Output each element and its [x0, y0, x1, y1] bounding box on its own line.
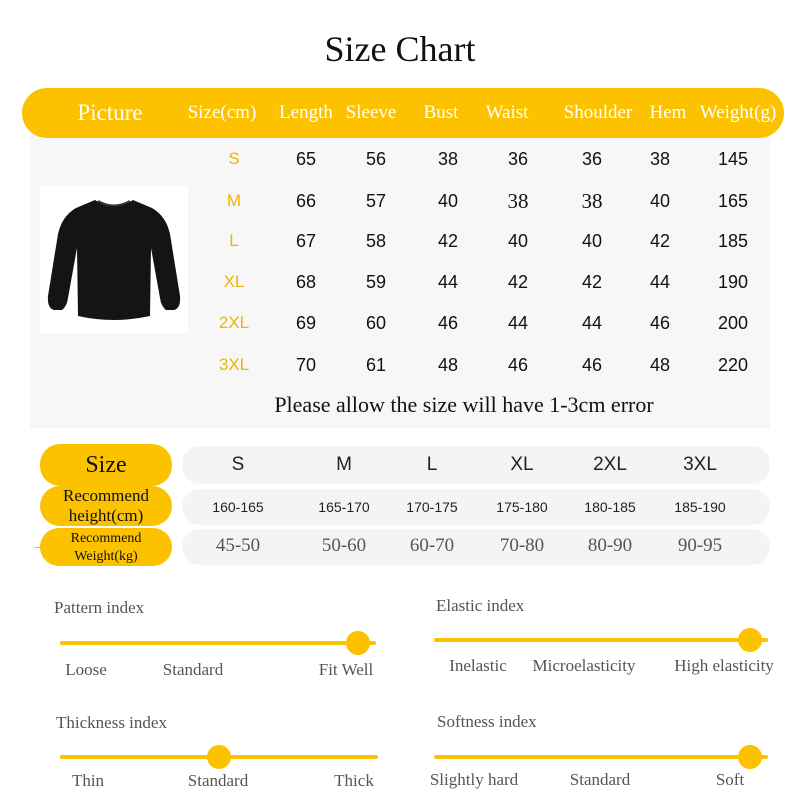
recommend-weight-label-line2: Weight(kg) — [74, 549, 138, 564]
cell-bust: 48 — [437, 355, 459, 375]
recommend-height: 160-165 — [212, 499, 264, 515]
recommend-height: 170-175 — [406, 499, 458, 515]
cell-shoulder: 36 — [581, 149, 603, 169]
header-sleeve: Sleeve — [345, 102, 397, 123]
cell-sleeve: 60 — [365, 313, 387, 333]
cell-waist: 44 — [507, 313, 529, 333]
table-row — [0, 267, 800, 297]
cell-sleeve: 58 — [365, 231, 387, 251]
page-title: Size Chart — [324, 29, 476, 69]
thickness-index-option: Thick — [334, 771, 374, 790]
cell-shoulder: 44 — [581, 313, 603, 333]
cell-weight: 190 — [717, 272, 749, 292]
softness-index-track — [434, 755, 768, 759]
elastic-index-track — [434, 638, 768, 642]
pattern-index-option: Loose — [65, 660, 107, 679]
cell-length: 66 — [295, 191, 317, 211]
header-picture: Picture — [77, 100, 143, 125]
header-shoulder: Shoulder — [563, 102, 633, 123]
cell-hem: 38 — [649, 149, 671, 169]
recommend-height-label-line1: Recommend — [63, 486, 149, 505]
recommend-weight: 80-90 — [587, 535, 633, 556]
recommend-size: L — [426, 454, 438, 475]
recommend-weight: 70-80 — [499, 535, 545, 556]
cell-length: 68 — [295, 272, 317, 292]
cell-waist: 42 — [507, 272, 529, 292]
cell-sleeve: 56 — [365, 149, 387, 169]
size-error-note: Please allow the size will have 1-3cm error — [274, 392, 654, 417]
cell-size: L — [229, 231, 239, 250]
recommend-size: M — [336, 454, 352, 475]
softness-index-option: Standard — [569, 770, 631, 789]
table-row — [0, 226, 800, 256]
thickness-index-option: Thin — [71, 771, 105, 790]
recommend-weight: 50-60 — [321, 535, 367, 556]
header-hem: Hem — [649, 102, 687, 123]
recommend-weight: 90-95 — [677, 535, 723, 556]
size-table-header — [22, 88, 784, 138]
cell-size: M — [226, 191, 242, 210]
cell-waist: 36 — [507, 149, 529, 169]
elastic-index-option: Inelastic — [449, 656, 507, 675]
header-length: Length — [279, 102, 333, 123]
pattern-index-option: Fit Well — [318, 660, 374, 679]
softness-index-option: Soft — [715, 770, 745, 789]
cell-hem: 44 — [649, 272, 671, 292]
softness-index-title: Softness index — [437, 712, 537, 731]
thickness-index-title: Thickness index — [56, 713, 167, 732]
table-row — [0, 144, 800, 174]
cell-length: 65 — [295, 149, 317, 169]
cell-bust: 42 — [437, 231, 459, 251]
cell-size: 2XL — [218, 313, 250, 332]
cell-waist: 38 — [507, 189, 529, 213]
cell-sleeve: 59 — [365, 272, 387, 292]
elastic-index-knob — [738, 628, 762, 652]
cell-hem: 48 — [649, 355, 671, 375]
cell-shoulder: 38 — [581, 189, 603, 213]
header-bust: Bust — [423, 102, 459, 123]
cell-size: XL — [223, 272, 245, 291]
cell-size: S — [228, 149, 240, 168]
recommend-weight: 45-50 — [215, 535, 261, 556]
cell-shoulder: 42 — [581, 272, 603, 292]
recommend-height: 175-180 — [496, 499, 548, 515]
header-weight: Weight(g) — [699, 102, 777, 123]
cell-weight: 185 — [717, 231, 749, 251]
thickness-index-knob — [207, 745, 231, 769]
pattern-index-knob — [346, 631, 370, 655]
recommend-height-label — [40, 486, 172, 526]
cell-sleeve: 57 — [365, 191, 387, 211]
elastic-index-option: Microelasticity — [532, 656, 636, 675]
table-row — [0, 350, 800, 380]
cell-length: 67 — [295, 231, 317, 251]
table-row — [0, 186, 800, 216]
pattern-index-track — [60, 641, 376, 645]
cell-length: 70 — [295, 355, 317, 375]
cell-shoulder: 40 — [581, 231, 603, 251]
softness-index-option: Slightly hard — [429, 770, 519, 789]
pattern-index-title: Pattern index — [54, 598, 145, 617]
recommend-height: 165-170 — [318, 499, 370, 515]
cell-weight: 200 — [717, 313, 749, 333]
cell-waist: 40 — [507, 231, 529, 251]
cell-hem: 42 — [649, 231, 671, 251]
softness-index-knob — [738, 745, 762, 769]
recommend-size: S — [231, 454, 245, 475]
header-size: Size(cm) — [187, 102, 257, 123]
cell-bust: 40 — [437, 191, 459, 211]
table-row — [0, 308, 800, 338]
thickness-index-option: Standard — [187, 771, 249, 790]
recommend-weight-label-line1: Recommend — [70, 531, 142, 546]
cell-weight: 220 — [717, 355, 749, 375]
recommend-size: XL — [510, 454, 534, 475]
pattern-index-option: Standard — [162, 660, 224, 679]
recommend-height-label-line2: height(cm) — [68, 506, 144, 525]
cell-bust: 44 — [437, 272, 459, 292]
cell-weight: 145 — [717, 149, 749, 169]
recommend-height: 180-185 — [584, 499, 636, 515]
cell-waist: 46 — [507, 355, 529, 375]
recommend-weight: 60-70 — [409, 535, 455, 556]
cell-hem: 40 — [649, 191, 671, 211]
recommend-size: 2XL — [593, 454, 627, 475]
header-waist: Waist — [485, 102, 529, 123]
cell-bust: 46 — [437, 313, 459, 333]
cell-shoulder: 46 — [581, 355, 603, 375]
recommend-height: 185-190 — [674, 499, 726, 515]
cell-size: 3XL — [218, 355, 250, 374]
elastic-index-title: Elastic index — [436, 596, 525, 615]
cell-hem: 46 — [649, 313, 671, 333]
recommend-size-label: Size — [40, 444, 172, 486]
cell-length: 69 — [295, 313, 317, 333]
cell-bust: 38 — [437, 149, 459, 169]
elastic-index-option: High elasticity — [674, 656, 774, 675]
cell-weight: 165 — [717, 191, 749, 211]
recommend-size: 3XL — [683, 454, 717, 475]
weight-label-tick — [34, 547, 42, 548]
cell-sleeve: 61 — [365, 355, 387, 375]
recommend-weight-label — [40, 528, 172, 566]
